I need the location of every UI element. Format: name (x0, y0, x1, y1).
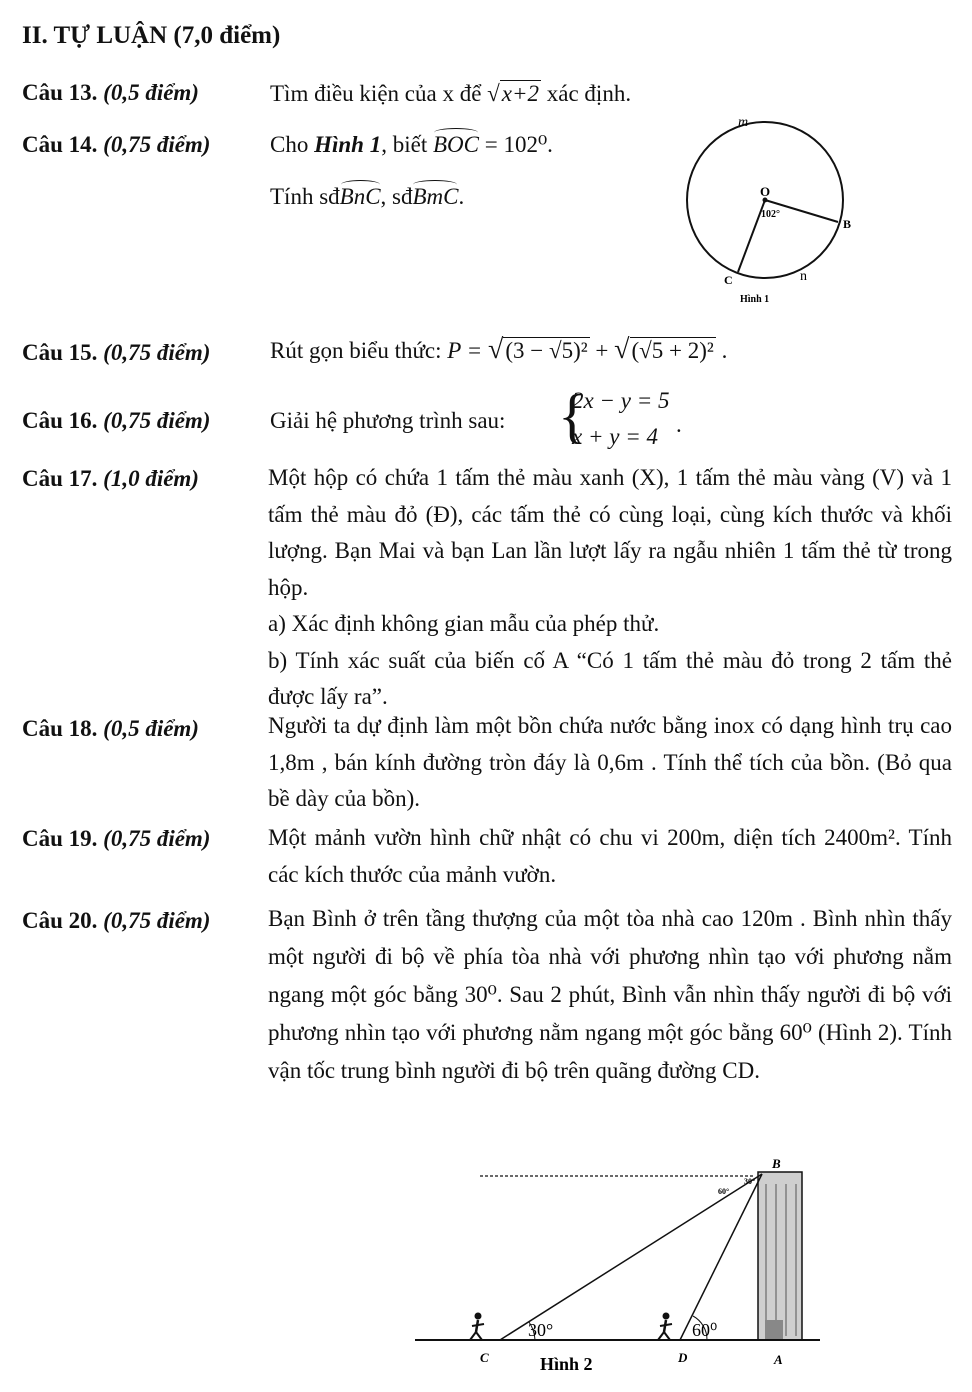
q13-text: Tìm điều kiện của x để √x+2 xác định. (270, 81, 632, 106)
q16-end: . (676, 412, 682, 437)
label-c-ground: C (480, 1350, 489, 1365)
sight-line-c (500, 1174, 762, 1340)
q14-line1: Cho Hình 1, biết BOC = 102⁰. (270, 132, 553, 157)
q15-label: Câu 15. (0,75 điểm) (22, 340, 211, 365)
angle-top-30: 30° (744, 1177, 756, 1186)
q17-paragraph: Một hộp có chứa 1 tấm thẻ màu xanh (X), 1 tấm thẻ màu vàng (V) và 1 tấm thẻ màu đỏ (Đ), các tấm thẻ có cùng loại, cùng kích thước và khối lượng. Bạn Mai và bạn Lan lần lượt lấy ra ngẫu nhiên 1 tấm thẻ từ trong hộp. (268, 465, 952, 600)
q17-part-b: b) Tính xác suất của biến cố A “Có 1 tấm thẻ màu đỏ trong 2 tấm thẻ được lấy ra”. (268, 647, 952, 709)
angle-top-60: 60° (718, 1187, 730, 1196)
q14-line2: Tính sđBnC, sđBmC. (270, 184, 465, 209)
q16-eq2: x + y = 4 (572, 424, 658, 449)
q16-eq1: 2x − y = 5 (572, 388, 670, 413)
label-d-ground: D (678, 1350, 688, 1365)
label-b: B (843, 217, 852, 231)
label-c: C (724, 273, 733, 287)
label-m: m (738, 115, 749, 130)
q14-label: Câu 14. (0,75 điểm) (22, 132, 211, 157)
building-door (765, 1320, 783, 1340)
section-title: II. TỰ LUẬN (7,0 điểm) (22, 22, 281, 49)
label-o: O (760, 184, 771, 199)
q16-text: Giải hệ phương trình sau: (270, 408, 506, 433)
label-b-top: B (772, 1156, 781, 1171)
q17-label: Câu 17. (1,0 điểm) (22, 466, 199, 491)
q16-label: Câu 16. (0,75 điểm) (22, 408, 211, 433)
angle-d-60: 60⁰ (692, 1320, 718, 1340)
q20-paragraph: Bạn Bình ở trên tầng thượng của một tòa nhà cao 120m . Bình nhìn thấy một người đi bộ về phía tòa nhà với phương nhìn tạo với phương nằm ngang một góc bằng 30⁰. Sau 2 phút, Bình vẫn nhìn thấy người đi bộ với phương nhìn tạo với phương nằm ngang một góc bằng 60⁰ (Hình 2). Tính vận tốc trung bình người đi bộ trên quãng đường CD. (268, 906, 952, 1083)
label-a-ground: A (774, 1352, 783, 1367)
q19-label: Câu 19. (0,75 điểm) (22, 826, 211, 851)
sight-line-d (680, 1174, 762, 1340)
figure-2-building (410, 1150, 830, 1382)
label-n: n (800, 269, 807, 284)
q17-part-a: a) Xác định không gian mẫu của phép thử. (268, 611, 660, 636)
angle-boc: BOC (432, 132, 479, 157)
q13-label: Câu 13. (0,5 điểm) (22, 80, 199, 105)
q18-label: Câu 18. (0,5 điểm) (22, 716, 199, 741)
figure-2-caption: Hình 2 (540, 1354, 593, 1374)
angle-102: 102° (761, 209, 780, 220)
q18-paragraph: Người ta dự định làm một bồn chứa nước bằng inox có dạng hình trụ cao 1,8m , bán kính đường tròn đáy là 0,6m . Tính thể tích của bồn. (Bỏ qua bề dày của bồn). (268, 713, 952, 811)
system-brace: { (558, 383, 587, 449)
building (758, 1172, 802, 1340)
q15-text: Rút gọn biểu thức: P = √(3 − √5)² + √(√5 + 2)² . (270, 334, 728, 365)
q19-paragraph: Một mảnh vườn hình chữ nhật có chu vi 200m, diện tích 2400m². Tính các kích thước của mảnh vườn. (268, 825, 952, 887)
figure-1-circle (680, 112, 870, 312)
q20-label: Câu 20. (0,75 điểm) (22, 908, 211, 933)
q17-body (268, 460, 952, 716)
figure-1-caption: Hình 1 (740, 294, 770, 305)
angle-c-30: 30° (528, 1320, 554, 1340)
walker-c (470, 1313, 484, 1341)
walker-d (658, 1313, 672, 1341)
